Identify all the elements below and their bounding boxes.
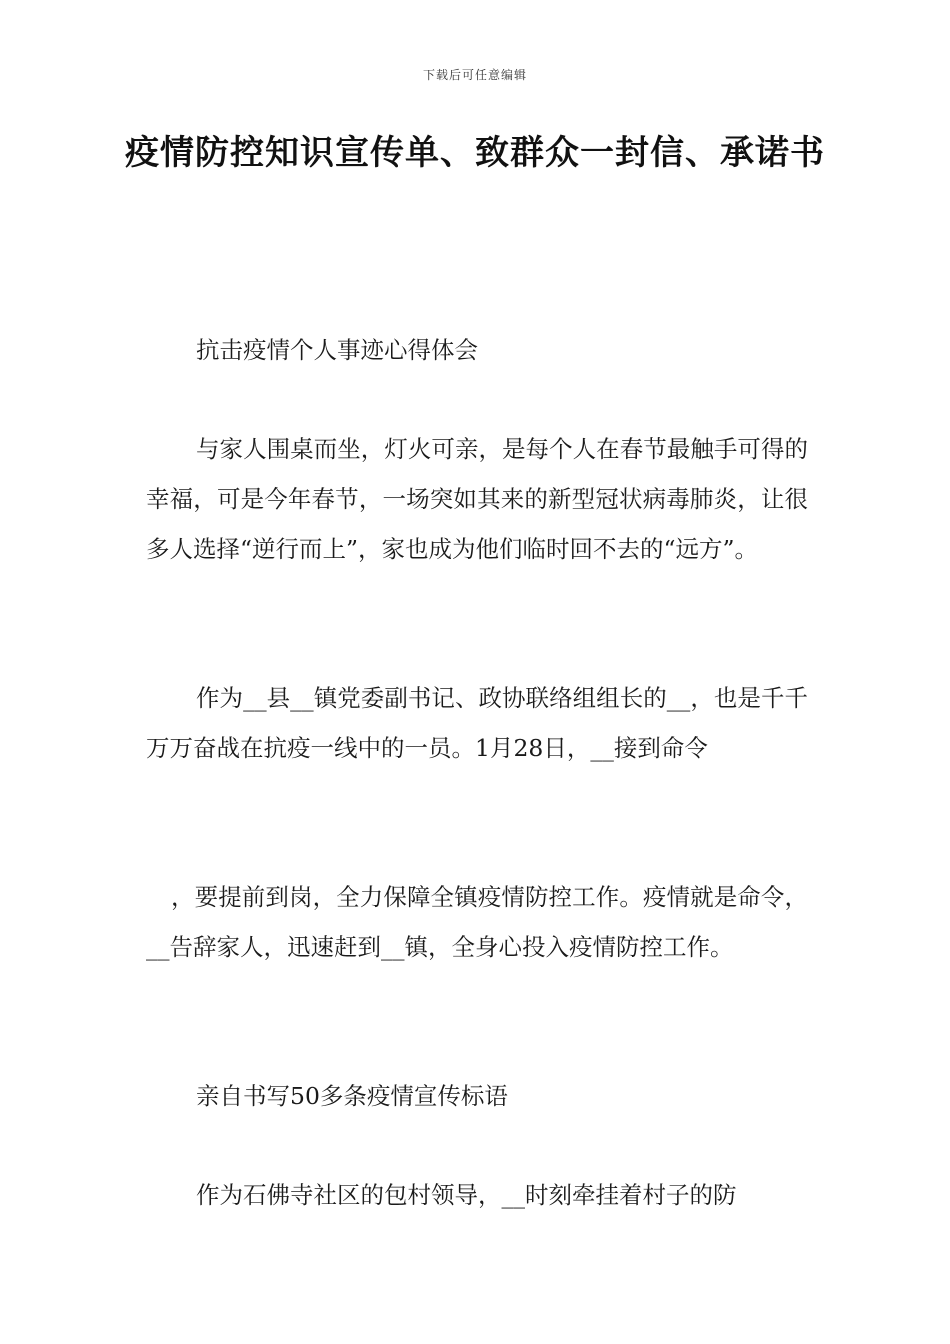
body-paragraph: 作为石佛寺社区的包村领导，__时刻牵挂着村子的防 [196,1181,737,1209]
body-paragraph: ，要提前到岗，全力保障全镇疫情防控工作。疫情就是命令，__告辞家人，迅速赶到__镇，全身心投入疫情防控工作。 [146,883,808,961]
body-paragraph: 作为__县__镇党委副书记、政协联络组组长的__，也是千千万万奋战在抗疫一线中的一员。1月28日，__接到命令 [146,684,808,762]
document-title: 疫情防控知识宣传单、致群众一封信、承诺书 [125,133,825,173]
body-paragraph: 与家人围桌而坐，灯火可亲，是每个人在春节最触手可得的幸福，可是今年春节，一场突如其来的新型冠状病毒肺炎，让很多人选择“逆行而上”，家也成为他们临时回不去的“远方”。 [146,435,808,563]
header-note: 下载后可任意编辑 [422,68,527,82]
section-heading: 亲自书写50多条疫情宣传标语 [196,1082,508,1110]
section-heading: 抗击疫情个人事迹心得体会 [196,336,478,364]
